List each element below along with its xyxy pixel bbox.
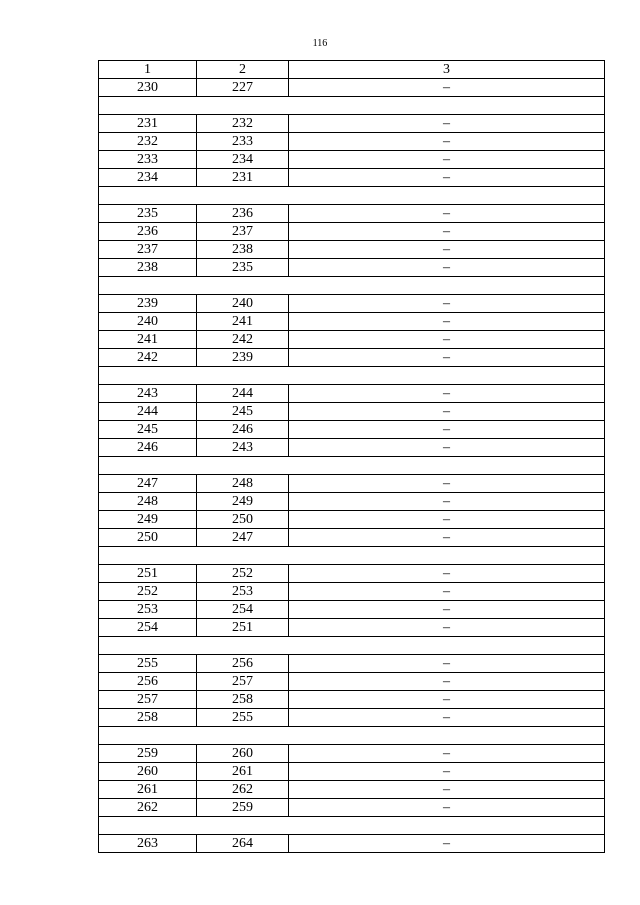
table-row xyxy=(99,799,605,817)
separator-cell xyxy=(99,727,605,745)
table-row xyxy=(99,601,605,619)
table-row xyxy=(99,511,605,529)
table-cell-col1: 235 xyxy=(99,205,197,223)
table-row xyxy=(99,655,605,673)
table-cell-col2: 250 xyxy=(197,511,289,529)
table-row xyxy=(99,169,605,187)
table-row xyxy=(99,313,605,331)
table-cell-col1: 243 xyxy=(99,385,197,403)
table-cell-col2: 257 xyxy=(197,673,289,691)
group-separator-row xyxy=(99,97,605,115)
separator-cell xyxy=(99,97,605,115)
table-row xyxy=(99,385,605,403)
table-cell-col3: – xyxy=(289,691,605,709)
table-cell-col1: 256 xyxy=(99,673,197,691)
table-body xyxy=(99,79,605,853)
table-cell-col2: 248 xyxy=(197,475,289,493)
table-cell-col2: 231 xyxy=(197,169,289,187)
table-cell-col2: 259 xyxy=(197,799,289,817)
separator-cell xyxy=(99,547,605,565)
table-cell-col3: – xyxy=(289,385,605,403)
table-cell-col2: 251 xyxy=(197,619,289,637)
table-row xyxy=(99,835,605,853)
table-cell-col3: – xyxy=(289,673,605,691)
group-separator-row xyxy=(99,727,605,745)
table-cell-col3: – xyxy=(289,259,605,277)
table-cell-col1: 263 xyxy=(99,835,197,853)
table-cell-col3: – xyxy=(289,133,605,151)
page-number: 116 xyxy=(312,38,328,49)
table-cell-col3: – xyxy=(289,349,605,367)
table-cell-col1: 254 xyxy=(99,619,197,637)
table-cell-col2: 252 xyxy=(197,565,289,583)
table-row xyxy=(99,781,605,799)
separator-cell xyxy=(99,277,605,295)
table-cell-col3: – xyxy=(289,475,605,493)
table-cell-col2: 242 xyxy=(197,331,289,349)
table-cell-col3: – xyxy=(289,439,605,457)
table-cell-col2: 246 xyxy=(197,421,289,439)
table-row xyxy=(99,115,605,133)
table-row xyxy=(99,223,605,241)
table-cell-col2: 245 xyxy=(197,403,289,421)
table-cell-col2: 258 xyxy=(197,691,289,709)
table-cell-col1: 251 xyxy=(99,565,197,583)
table-cell-col3: – xyxy=(289,709,605,727)
table-cell-col2: 264 xyxy=(197,835,289,853)
table-row xyxy=(99,565,605,583)
table-cell-col1: 233 xyxy=(99,151,197,169)
table-row xyxy=(99,529,605,547)
table-cell-col3: – xyxy=(289,601,605,619)
table-cell-col1: 248 xyxy=(99,493,197,511)
table-cell-col3: – xyxy=(289,421,605,439)
table-cell-col2: 241 xyxy=(197,313,289,331)
table-cell-col2: 227 xyxy=(197,79,289,97)
table-cell-col2: 239 xyxy=(197,349,289,367)
table-cell-col2: 243 xyxy=(197,439,289,457)
table-cell-col1: 246 xyxy=(99,439,197,457)
table-cell-col3: – xyxy=(289,493,605,511)
table-cell-col1: 242 xyxy=(99,349,197,367)
group-separator-row xyxy=(99,277,605,295)
table-row xyxy=(99,295,605,313)
table-cell-col1: 262 xyxy=(99,799,197,817)
table-cell-col2: 237 xyxy=(197,223,289,241)
table-row xyxy=(99,673,605,691)
table-row xyxy=(99,619,605,637)
table-cell-col1: 260 xyxy=(99,763,197,781)
table-cell-col2: 232 xyxy=(197,115,289,133)
table-row xyxy=(99,133,605,151)
table-row xyxy=(99,79,605,97)
table-row xyxy=(99,493,605,511)
table-cell-col1: 241 xyxy=(99,331,197,349)
table-cell-col1: 253 xyxy=(99,601,197,619)
table-row xyxy=(99,349,605,367)
table-row xyxy=(99,475,605,493)
data-table xyxy=(98,60,605,853)
table-cell-col1: 249 xyxy=(99,511,197,529)
table-cell-col3: – xyxy=(289,799,605,817)
group-separator-row xyxy=(99,187,605,205)
table-row xyxy=(99,583,605,601)
table-row xyxy=(99,763,605,781)
table-cell-col2: 255 xyxy=(197,709,289,727)
table-cell-col2: 253 xyxy=(197,583,289,601)
separator-cell xyxy=(99,817,605,835)
column-header-3: 3 xyxy=(289,61,605,79)
table-cell-col3: – xyxy=(289,655,605,673)
column-header-1: 1 xyxy=(99,61,197,79)
table-cell-col1: 250 xyxy=(99,529,197,547)
table-cell-col2: 247 xyxy=(197,529,289,547)
table-cell-col1: 240 xyxy=(99,313,197,331)
table-row xyxy=(99,403,605,421)
table-cell-col1: 230 xyxy=(99,79,197,97)
table-cell-col1: 239 xyxy=(99,295,197,313)
table-cell-col3: – xyxy=(289,763,605,781)
table-cell-col3: – xyxy=(289,169,605,187)
table-cell-col3: – xyxy=(289,781,605,799)
table-cell-col2: 235 xyxy=(197,259,289,277)
table-row xyxy=(99,205,605,223)
table-row xyxy=(99,331,605,349)
table-cell-col2: 234 xyxy=(197,151,289,169)
table-cell-col2: 249 xyxy=(197,493,289,511)
separator-cell xyxy=(99,457,605,475)
table-cell-col3: – xyxy=(289,565,605,583)
table-cell-col3: – xyxy=(289,511,605,529)
table-cell-col3: – xyxy=(289,583,605,601)
group-separator-row xyxy=(99,817,605,835)
group-separator-row xyxy=(99,367,605,385)
table-cell-col1: 234 xyxy=(99,169,197,187)
table-cell-col1: 237 xyxy=(99,241,197,259)
table-cell-col1: 257 xyxy=(99,691,197,709)
table-cell-col3: – xyxy=(289,745,605,763)
table-cell-col2: 238 xyxy=(197,241,289,259)
table-cell-col2: 256 xyxy=(197,655,289,673)
table-cell-col3: – xyxy=(289,619,605,637)
table-row xyxy=(99,709,605,727)
table-cell-col1: 236 xyxy=(99,223,197,241)
table-row xyxy=(99,259,605,277)
table-header-row xyxy=(99,61,605,79)
table-row xyxy=(99,151,605,169)
group-separator-row xyxy=(99,457,605,475)
table-row xyxy=(99,439,605,457)
table-cell-col3: – xyxy=(289,403,605,421)
table-cell-col3: – xyxy=(289,223,605,241)
table-cell-col3: – xyxy=(289,241,605,259)
table-cell-col3: – xyxy=(289,331,605,349)
table-cell-col2: 260 xyxy=(197,745,289,763)
table-cell-col3: – xyxy=(289,115,605,133)
table-cell-col2: 244 xyxy=(197,385,289,403)
table-cell-col3: – xyxy=(289,151,605,169)
table-cell-col1: 245 xyxy=(99,421,197,439)
column-header-2: 2 xyxy=(197,61,289,79)
table-cell-col1: 261 xyxy=(99,781,197,799)
separator-cell xyxy=(99,367,605,385)
separator-cell xyxy=(99,187,605,205)
table-cell-col2: 254 xyxy=(197,601,289,619)
table-row xyxy=(99,421,605,439)
table-row xyxy=(99,691,605,709)
table-cell-col2: 240 xyxy=(197,295,289,313)
table-cell-col2: 236 xyxy=(197,205,289,223)
table-cell-col1: 244 xyxy=(99,403,197,421)
table-cell-col1: 238 xyxy=(99,259,197,277)
table-cell-col1: 231 xyxy=(99,115,197,133)
table-cell-col1: 255 xyxy=(99,655,197,673)
table-cell-col1: 247 xyxy=(99,475,197,493)
table-cell-col2: 261 xyxy=(197,763,289,781)
table-cell-col3: – xyxy=(289,79,605,97)
table-cell-col2: 262 xyxy=(197,781,289,799)
table-row xyxy=(99,241,605,259)
table-cell-col3: – xyxy=(289,529,605,547)
group-separator-row xyxy=(99,547,605,565)
table-cell-col3: – xyxy=(289,835,605,853)
table-cell-col3: – xyxy=(289,205,605,223)
table-cell-col1: 259 xyxy=(99,745,197,763)
table-cell-col2: 233 xyxy=(197,133,289,151)
group-separator-row xyxy=(99,637,605,655)
table-cell-col1: 252 xyxy=(99,583,197,601)
separator-cell xyxy=(99,637,605,655)
table-cell-col3: – xyxy=(289,313,605,331)
table-cell-col3: – xyxy=(289,295,605,313)
table-cell-col1: 232 xyxy=(99,133,197,151)
table-row xyxy=(99,745,605,763)
table-cell-col1: 258 xyxy=(99,709,197,727)
